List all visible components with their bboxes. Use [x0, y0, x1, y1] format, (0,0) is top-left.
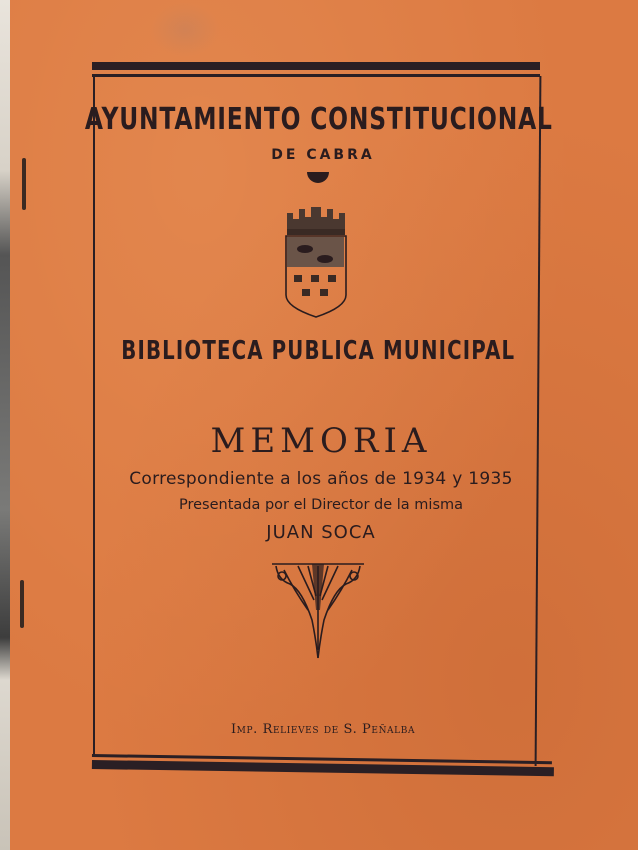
- document-subtitle: Correspondiente a los años de 1934 y 1935: [129, 469, 513, 489]
- document-title: MEMORIA: [210, 421, 432, 461]
- header-subtitle: DE CABRA: [271, 147, 375, 163]
- author-name: JUAN SOCA: [266, 522, 376, 543]
- paper-stain: [150, 2, 220, 57]
- header-title: AYUNTAMIENTO CONSTITUCIONAL: [84, 102, 553, 137]
- presented-by-line: Presentada por el Director de la misma: [178, 497, 464, 513]
- printer-credit: Imp. Relieves de S. Peñalba: [230, 722, 416, 737]
- coat-of-arms-icon: [283, 203, 349, 319]
- staple-top: [22, 158, 26, 210]
- top-thin-rule: [92, 74, 540, 77]
- top-thick-rule: [92, 62, 540, 70]
- library-title: BIBLIOTECA PUBLICA MUNICIPAL: [121, 336, 516, 366]
- frame-left: [93, 76, 95, 756]
- floral-ornament-icon: [268, 560, 368, 660]
- staple-bottom: [20, 580, 24, 628]
